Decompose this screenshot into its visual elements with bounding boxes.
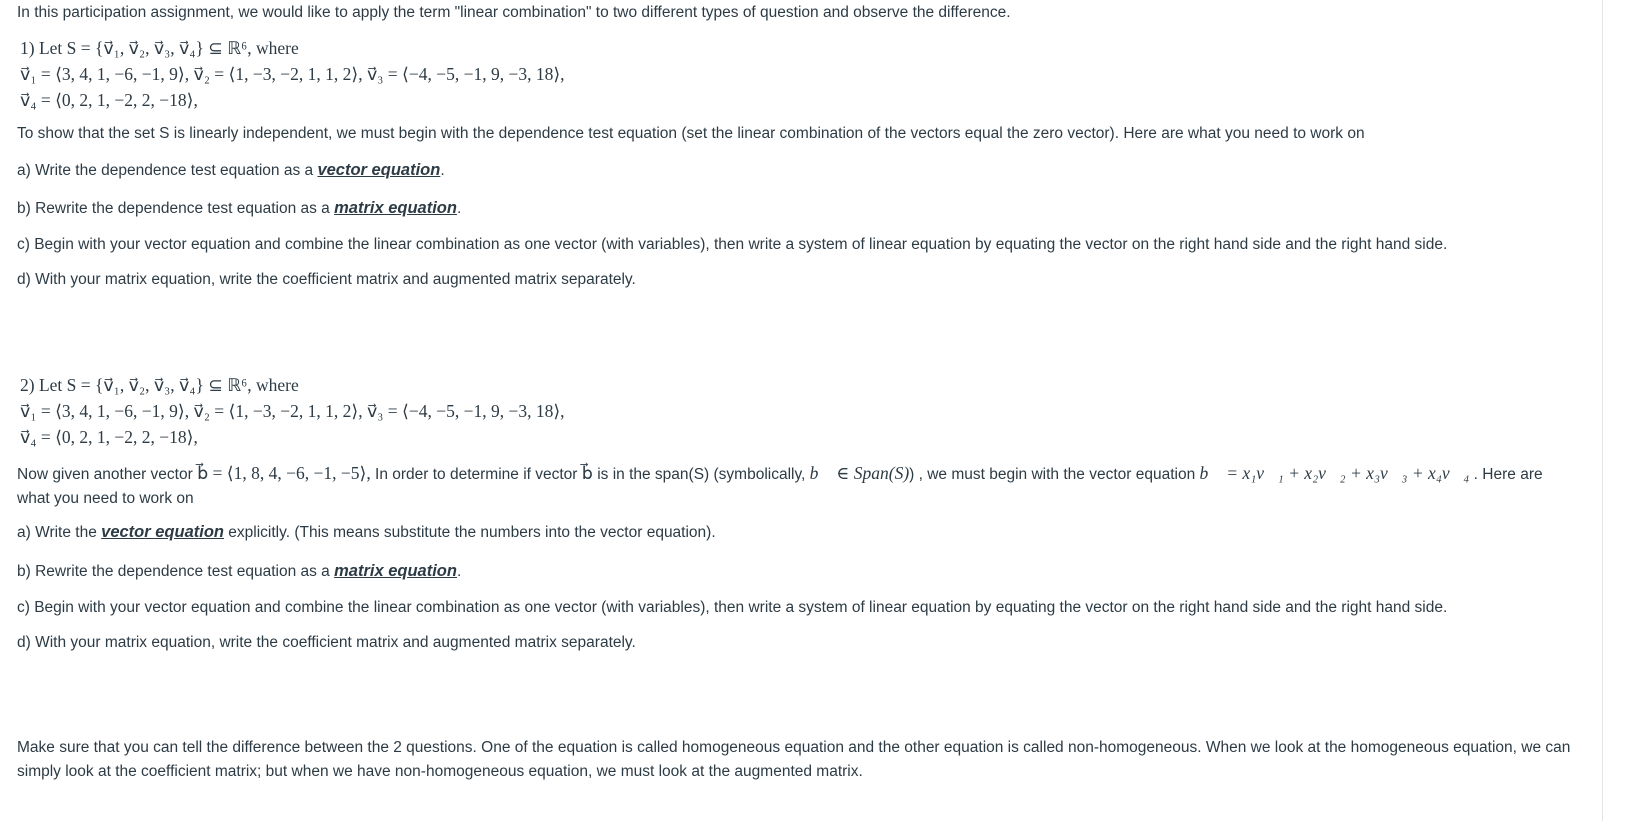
q1-part-a-prefix: a) Write the dependence test equation as a [17, 162, 318, 179]
q2-instruction [17, 461, 1577, 511]
q1-part-d: d) With your matrix equation, write the coefficient matrix and augmented matrix separately. [17, 271, 636, 288]
q2-vector-b: b⃗ [581, 463, 593, 483]
q2-header: 2) Let S = {v⃗₁, v⃗₂, v⃗₃, v⃗₄} ⊆ ℝ⁶, where [20, 375, 299, 395]
q2-vectors-line1: v⃗₁ = ⟨3, 4, 1, −6, −1, 9⟩, v⃗₂ = ⟨1, −3, −2, 1, 1, 2⟩, v⃗₃ = ⟨−4, −5, −1, 9, −3, 18⟩, [20, 401, 565, 421]
q2-vector-equation: b⃗ = x₁v⃗₁ + x₂v⃗₂ + x₃v⃗₃ + x₄v⃗₄ [1199, 463, 1470, 483]
q2-vector-b-definition: b⃗ = ⟨1, 8, 4, −6, −1, −5⟩, [197, 463, 371, 483]
q1-instruction: To show that the set S is linearly independent, we must begin with the dependence test equation (set the linear combination of the vectors equal the zero vector). Here are what you need to work on [17, 125, 1365, 142]
intro-text: In this participation assignment, we would like to apply the term "linear combination" to two different types of question and observe the difference. [17, 4, 1011, 21]
vector-equation-link[interactable]: vector equation [317, 161, 441, 179]
q2-part-c: c) Begin with your vector equation and combine the linear combination as one vector (with variables), then write a system of linear equation by equating the vector on the right hand side and the right hand side. [17, 599, 1448, 616]
q2-span-symbol: b⃗ ∈ Span(S) [809, 463, 910, 483]
q2-vectors-line2: v⃗₄ = ⟨0, 2, 1, −2, 2, −18⟩, [20, 427, 198, 447]
q2-part-b-suffix: . [456, 563, 462, 580]
q1-vectors-line2: v⃗₄ = ⟨0, 2, 1, −2, 2, −18⟩, [20, 90, 198, 110]
q2-instr-part5: . Here are what you need to work on [17, 466, 1543, 507]
q1-vectors-line1: v⃗₁ = ⟨3, 4, 1, −6, −1, 9⟩, v⃗₂ = ⟨1, −3, −2, 1, 1, 2⟩, v⃗₃ = ⟨−4, −5, −1, 9, −3, 18⟩, [20, 64, 565, 84]
matrix-equation-link-2[interactable]: matrix equation [334, 562, 457, 580]
q1-part-b [17, 198, 461, 219]
q2-part-a [17, 522, 716, 543]
q2-part-d: d) With your matrix equation, write the coefficient matrix and augmented matrix separately. [17, 634, 636, 651]
q1-part-b-prefix: b) Rewrite the dependence test equation as a [17, 200, 335, 217]
page-scrollbar[interactable] [1602, 0, 1629, 821]
closing-note: Make sure that you can tell the difference between the 2 questions. One of the equation is called homogeneous equation and the other equation is called non-homogeneous. When we look at the homogeneous equation, we can simply look at the coefficient matrix; but when we have non-homogeneous equation, we must look at the augmented matrix. [17, 739, 1571, 780]
q2-part-a-suffix: explicitly. (This means substitute the numbers into the vector equation). [224, 524, 716, 541]
q2-instr-part3: is in the span(S) (symbolically, [592, 466, 810, 483]
q1-part-b-suffix: . [456, 200, 462, 217]
q1-part-a [17, 160, 445, 181]
q2-part-b [17, 561, 461, 582]
q1-part-c: c) Begin with your vector equation and combine the linear combination as one vector (with variables), then write a system of linear equation by equating the vector on the right hand side and the right hand side. [17, 236, 1448, 253]
matrix-equation-link[interactable]: matrix equation [334, 199, 457, 217]
q2-part-a-prefix: a) Write the [17, 524, 102, 541]
q2-part-b-prefix: b) Rewrite the dependence test equation as a [17, 563, 335, 580]
q1-part-a-suffix: . [440, 162, 445, 179]
q2-instr-part2: In order to determine if vector [370, 466, 582, 483]
q2-instr-part4: ) , we must begin with the vector equation [909, 466, 1200, 483]
vector-equation-link-2[interactable]: vector equation [101, 523, 224, 541]
q2-instr-part1: Now given another vector [17, 466, 198, 483]
q1-header: 1) Let S = {v⃗₁, v⃗₂, v⃗₃, v⃗₄} ⊆ ℝ⁶, where [20, 38, 299, 58]
